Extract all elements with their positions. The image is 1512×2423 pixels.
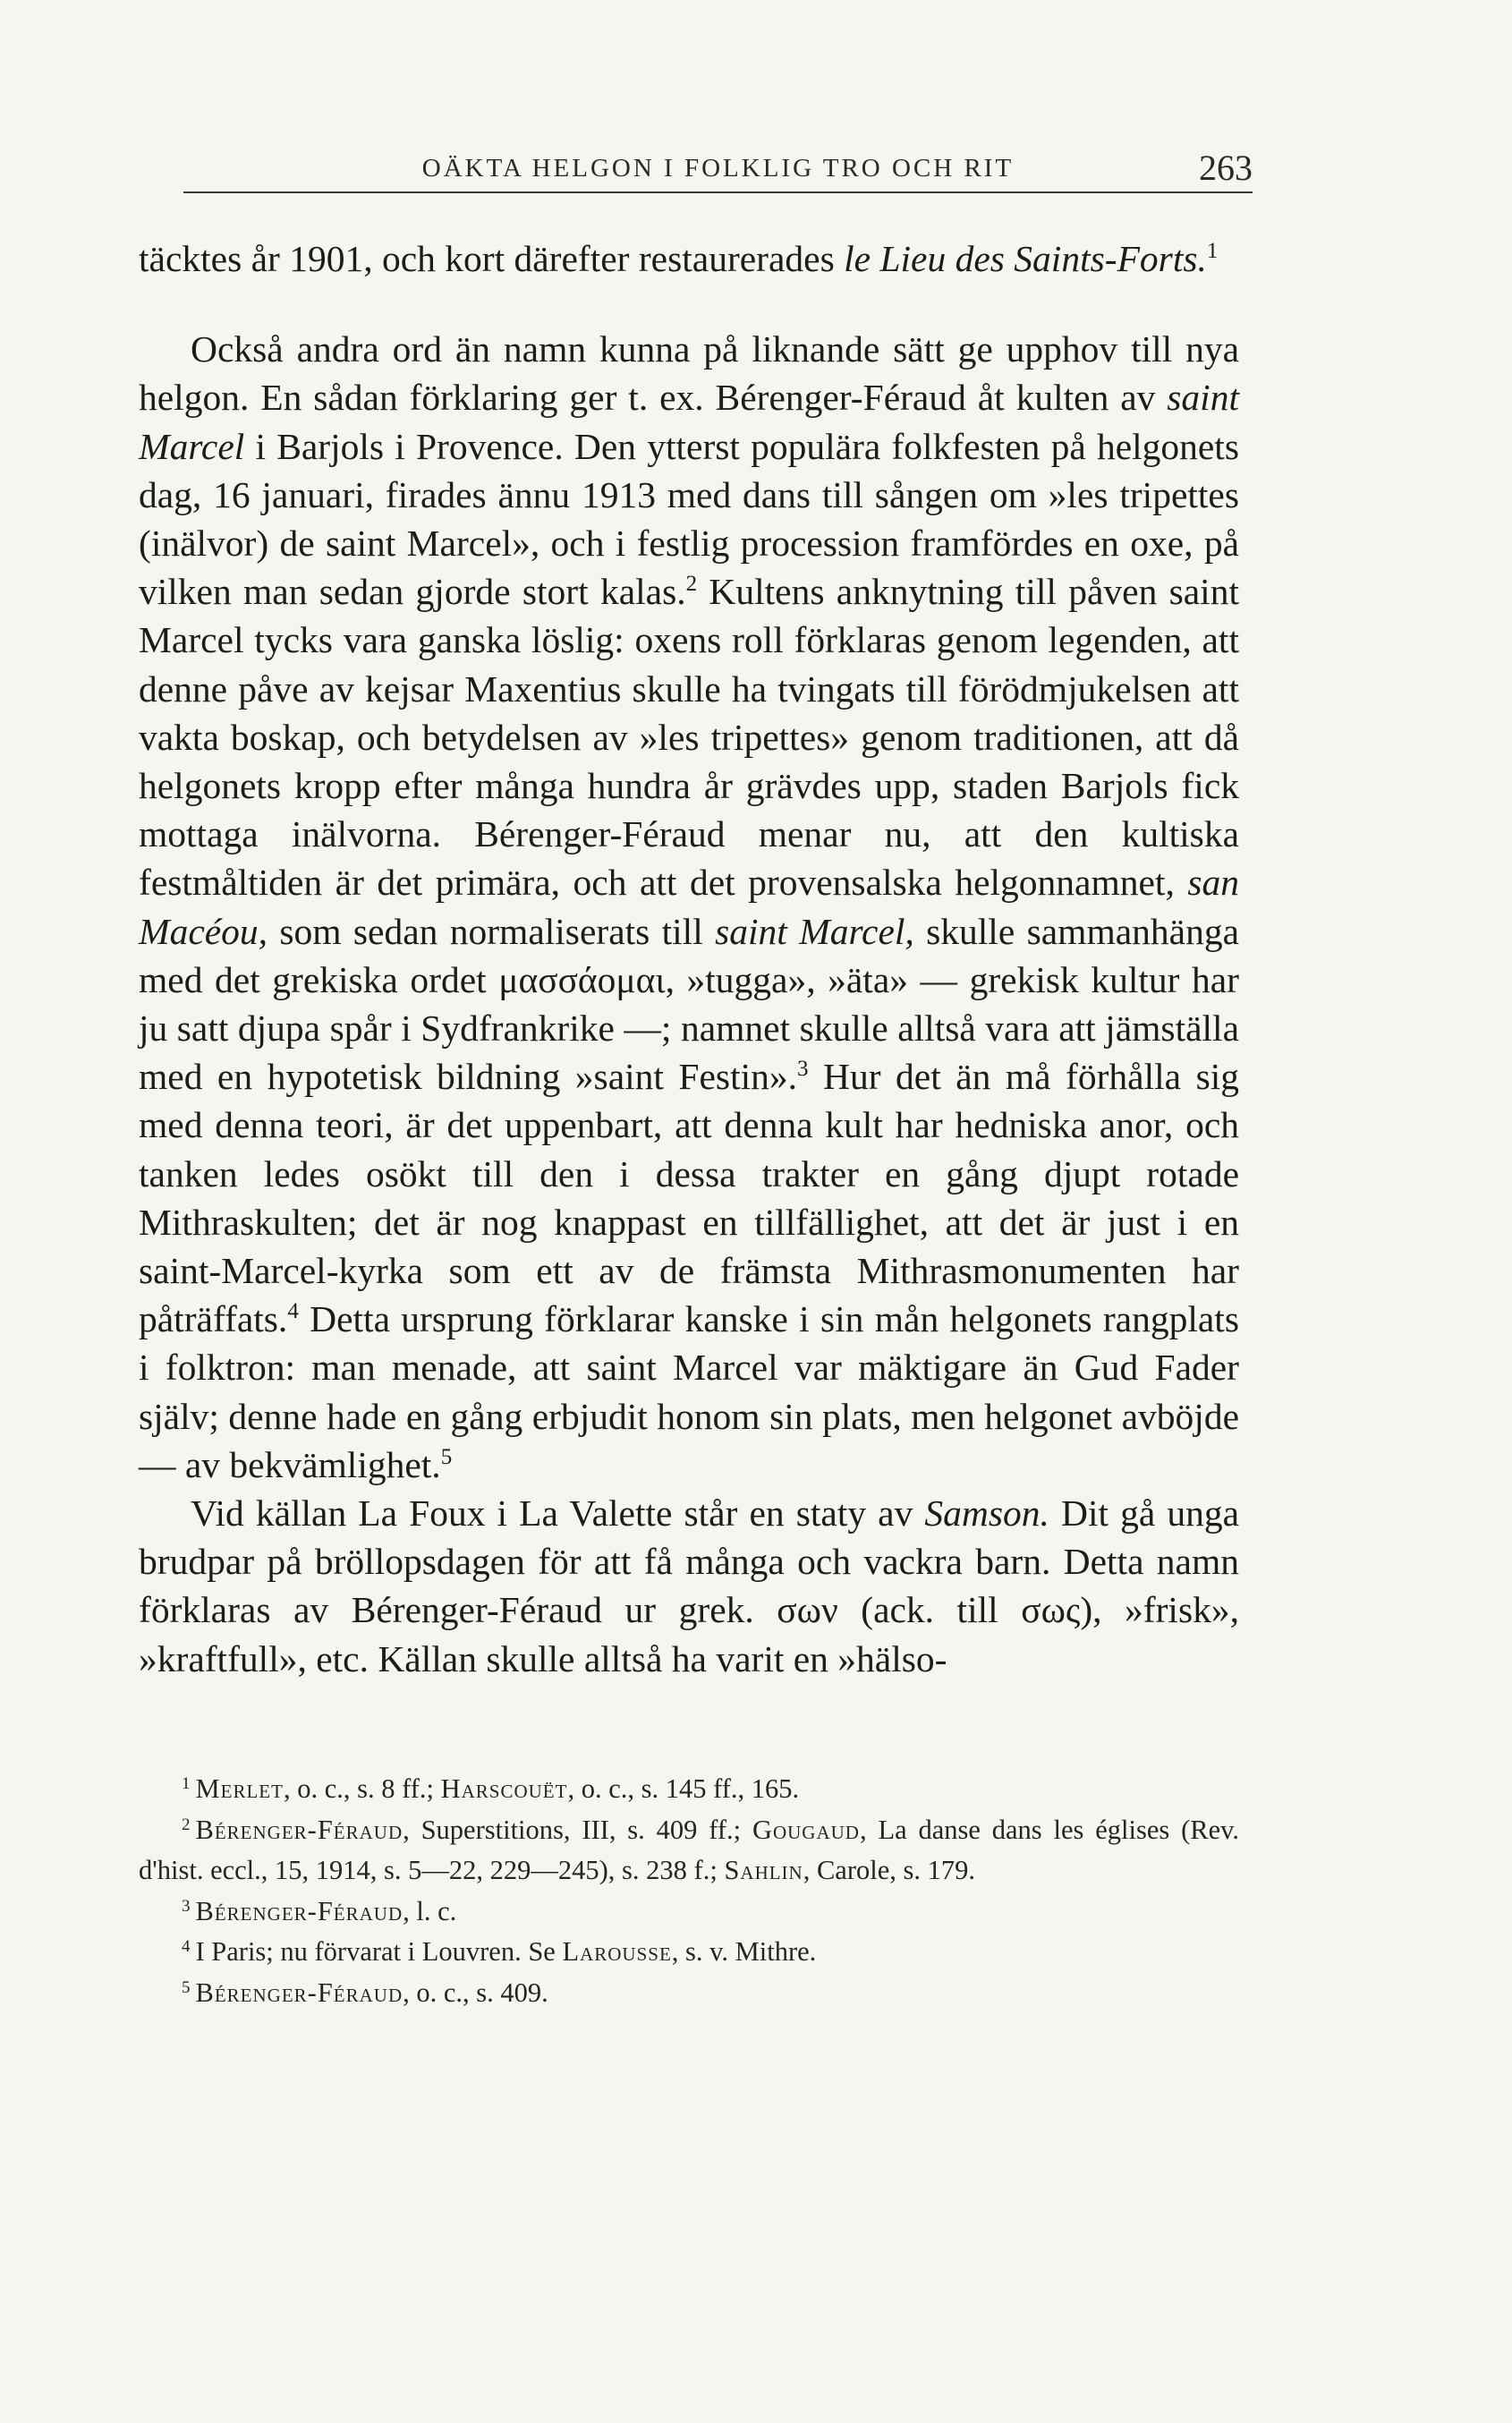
footnote-number: 2 <box>182 1815 191 1834</box>
footnote-5 <box>139 1973 1239 2014</box>
footnote-author: Larousse <box>562 1936 672 1967</box>
text-run: skulle sammanhänga med det grekiska ordet μασσάομαι, »tugga», »äta» — grekisk kultur har ju satt djupa spår i Sydfrankrike —; namnet skulle alltså vara att jämställa med en hypotetisk bildning »saint Festin». <box>139 910 1239 1098</box>
paragraph-3 <box>139 1489 1239 1683</box>
text-run: Vid källan La Foux i La Valette står en staty av <box>191 1492 925 1535</box>
text-run: Också andra ord än namn kunna på liknande sätt ge upphov till nya helgon. En sådan förklaring ger t. ex. Bérenger-Féraud åt kulten av <box>139 328 1239 419</box>
footnote-4 <box>139 1932 1239 1973</box>
paragraph-2 <box>139 325 1239 1489</box>
footnote-author: Bérenger-Féraud <box>195 1814 403 1845</box>
page-number: 263 <box>1199 148 1253 188</box>
footnote-ref: 2 <box>685 572 698 597</box>
running-header <box>183 147 1253 193</box>
text-run: i Barjols i Provence. Den ytterst populära folkfesten på helgonets dag, 16 januari, firades ännu 1913 med dans till sången om »les tripettes (inälvor) de saint Marcel», och i festlig procession framfördes en oxe, på vilken man sedan gjorde stort kalas. <box>139 425 1239 613</box>
footnote-1 <box>139 1769 1239 1810</box>
text-run: täcktes år 1901, och kort därefter restaurerades <box>139 238 845 279</box>
body-text <box>139 234 1239 1683</box>
text-run: som sedan normaliserats till <box>268 910 716 952</box>
footnote-2 <box>139 1810 1239 1892</box>
footnote-author: Merlet <box>195 1773 284 1804</box>
footnote-text: , Superstitions, III, s. 409 ff.; <box>403 1814 752 1845</box>
text-run: Hur det än må förhålla sig med denna teori, är det uppenbart, att denna kult har hedniska anor, och tanken ledes osökt till den i dessa trakter en gång djupt rotade Mithraskulten; det är nog knappast en tillfällighet, att det är just i en saint-Marcel-kyrka som ett av de främsta Mithrasmonumenten har påträffats. <box>139 1056 1239 1340</box>
italic-text: le Lieu des Saints-Forts. <box>844 238 1207 279</box>
footnote-text: I Paris; nu förvarat i Louvren. Se <box>195 1936 563 1967</box>
footnote-number: 1 <box>182 1774 191 1793</box>
footnote-author: Sahlin <box>724 1855 803 1885</box>
paragraph-1 <box>139 234 1239 283</box>
footnote-text: , l. c. <box>403 1895 457 1926</box>
footnote-text: , o. c., s. 409. <box>403 1977 548 2008</box>
text-run: Detta ursprung förklarar kanske i sin mån helgonets rangplats i folktron: man menade, att saint Marcel var mäktigare än Gud Fader själv; denne hade en gång erbjudit honom sin plats, men helgonet avböjde — av bekvämlighet. <box>139 1298 1239 1485</box>
footnote-author: Gougaud <box>752 1814 860 1845</box>
footnote-text: , o. c., s. 8 ff.; <box>283 1773 441 1804</box>
footnote-author: Harscouët <box>440 1773 568 1804</box>
footnote-author: Bérenger-Féraud <box>195 1895 403 1926</box>
footnote-text: , La danse dans les églises (Rev. d'hist. eccl., 15, 1914, s. 5—22, 229—245), s. 238 f.; <box>139 1814 1239 1885</box>
footnote-author: Bérenger-Féraud <box>195 1977 403 2008</box>
text-run: Dit gå unga brudpar på bröllopsdagen för att få många och vackra barn. Detta namn förklaras av Bérenger-Féraud ur grek. σων (ack. till σως), »frisk», »kraftfull», etc. Källan skulle alltså ha varit en »hälso- <box>139 1492 1239 1679</box>
italic-text: saint Marcel, <box>715 910 914 952</box>
italic-text: saint Marcel <box>139 377 1239 467</box>
footnote-text: , Carole, s. 179. <box>803 1855 976 1885</box>
text-run: Kultens anknytning till påven saint Marcel tycks vara ganska löslig: oxens roll förklaras genom legenden, att denne påve av kejsar Maxentius skulle ha tvingats till förödmjukelsen att vakta boskap, och betydelsen av »les tripettes» genom traditionen, att då helgonets kropp efter många hundra år grävdes upp, staden Barjols fick mottaga inälvorna. Bérenger-Féraud menar nu, att den kultiska festmåltiden är det primära, och att det provensalska helgonnamnet, <box>139 571 1239 904</box>
italic-text: san Macéou, <box>139 862 1239 952</box>
footnote-ref: 3 <box>797 1057 809 1082</box>
footnote-ref: 5 <box>440 1444 453 1469</box>
footnote-text: , o. c., s. 145 ff., 165. <box>567 1773 800 1804</box>
footnote-ref: 4 <box>287 1299 299 1324</box>
footnote-number: 3 <box>182 1896 191 1916</box>
footnote-number: 4 <box>182 1937 191 1956</box>
footnote-3 <box>139 1892 1239 1933</box>
footnote-number: 5 <box>182 1977 191 1997</box>
footnotes <box>139 1769 1239 2013</box>
italic-text: Samson. <box>924 1492 1049 1535</box>
running-title: OÄKTA HELGON I FOLKLIG TRO OCH RIT <box>421 154 1015 183</box>
footnote-text: , s. v. Mithre. <box>671 1936 817 1967</box>
footnote-ref: 1 <box>1206 239 1219 263</box>
